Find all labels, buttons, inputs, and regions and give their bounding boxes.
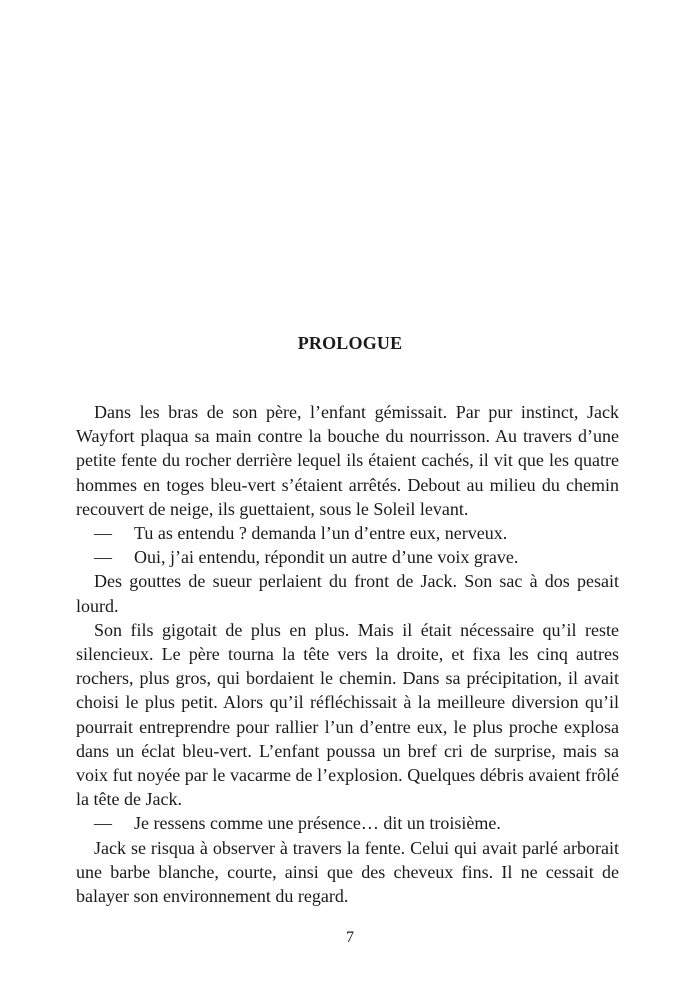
paragraph: Son fils gigotait de plus en plus. Mais il était nécessaire qu’il reste silencieux. Le père tourna la tête vers la droite, et fixa les cinq autres rochers, plus gros, qui bordaient le chemin. Dans sa précipitation, il avait choisi le plus petit. Alors qu’il réfléchissait à la meilleure diversion qu’il pourrait entreprendre pour rallier l’un d’entre eux, le plus proche explosa dans un éclat bleu-vert. L’enfant poussa un bref cri de surprise, mais sa voix fut noyée par le vacarme de l’explosion. Quelques débris avaient frôlé la tête de Jack.	[76, 619, 619, 810]
paragraph: Dans les bras de son père, l’enfant gémissait. Par pur instinct, Jack Wayfort plaqua sa main contre la bouche du nourrisson. Au travers d’une petite fente du rocher derrière lequel ils étaient cachés, il vit que les quatre hommes en toges bleu-vert s’étaient arrêtés. Debout au milieu du chemin recouvert de neige, ils guettaient, sous le Soleil levant.	[76, 402, 619, 519]
dialogue-line	[76, 545, 619, 569]
dialogue-text: Je ressens comme une présence… dit un troisième.	[134, 813, 501, 834]
dialogue-line	[76, 521, 619, 545]
dialogue-dash: —	[94, 547, 112, 568]
paragraph: Jack se risqua à observer à travers la fente. Celui qui avait parlé arborait une barbe blanche, courte, ainsi que des cheveux fins. Il ne cessait de balayer son environnement du regard.	[76, 837, 619, 907]
page-number: 7	[346, 929, 354, 946]
dialogue-line	[76, 811, 619, 835]
dialogue-dash: —	[94, 523, 112, 544]
dialogue-text: Oui, j’ai entendu, répondit un autre d’une voix grave.	[134, 547, 519, 568]
dialogue-dash: —	[94, 813, 112, 834]
paragraph: Des gouttes de sueur perlaient du front de Jack. Son sac à dos pesait lourd.	[76, 571, 619, 616]
dialogue-text: Tu as entendu ? demanda l’un d’entre eux, nerveux.	[134, 523, 508, 544]
chapter-title: PROLOGUE	[297, 333, 403, 353]
prologue-text	[76, 400, 619, 908]
